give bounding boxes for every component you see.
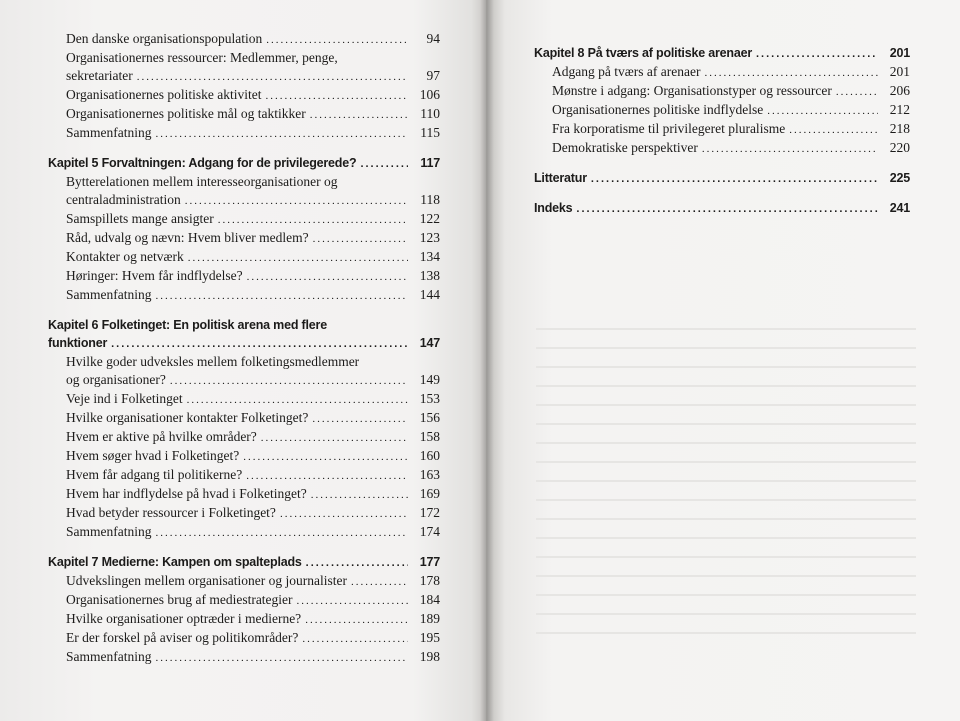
section-gap: [48, 143, 440, 154]
toc-right-column: [534, 44, 910, 218]
entry-title: sekretariater: [66, 68, 133, 83]
entry-title: Høringer: Hvem får indflydelse?: [66, 268, 243, 283]
entry-title: Hvem søger hvad i Folketinget?: [66, 448, 240, 463]
page-number: 184: [419, 592, 440, 607]
dot-leader: [305, 611, 408, 629]
dot-leader: [351, 573, 408, 591]
toc-entry[interactable]: [534, 101, 910, 120]
toc-entry[interactable]: [48, 105, 440, 124]
dot-leader: [155, 524, 408, 542]
toc-left-column: [48, 30, 440, 667]
toc-entry[interactable]: [48, 124, 440, 143]
dot-leader: [297, 592, 408, 610]
page-number: 110: [420, 106, 440, 121]
page-number: 218: [889, 121, 910, 136]
entry-title: Hvem har indflydelse på hvad i Folketinget?: [66, 486, 307, 501]
page-number: 163: [419, 467, 440, 482]
toc-entry-line: Bytterelationen mellem interesseorganisationer og: [66, 174, 338, 189]
entry-title: Hvilke organisationer optræder i medierne?: [66, 611, 302, 626]
page-number: 206: [889, 83, 910, 98]
entry-title: Hvilke organisationer kontakter Folketinget?: [66, 410, 309, 425]
dot-leader: [187, 391, 408, 409]
entry-title: Mønstre i adgang: Organisationstyper og ressourcer: [552, 83, 832, 98]
dot-leader: [155, 125, 408, 143]
toc-entry[interactable]: [48, 591, 440, 610]
dot-leader: [767, 102, 878, 120]
entry-title: Råd, udvalg og nævn: Hvem bliver medlem?: [66, 230, 309, 245]
toc-entry[interactable]: [48, 286, 440, 305]
entry-title: Demokratiske perspektiver: [552, 140, 698, 155]
dot-leader: [306, 554, 408, 572]
entry-title: Samspillets mange ansigter: [66, 211, 214, 226]
dot-leader: [266, 31, 408, 49]
section-gap: [48, 305, 440, 316]
page-number: 201: [889, 64, 910, 79]
chapter-entry[interactable]: [534, 169, 910, 188]
entry-title: Organisationernes politiske indflydelse: [552, 102, 764, 117]
dot-leader: [311, 486, 408, 504]
chapter-title: Indeks: [534, 201, 573, 215]
dot-leader: [704, 64, 878, 82]
entry-title: Hvad betyder ressourcer i Folketinget?: [66, 505, 276, 520]
toc-entry[interactable]: [48, 648, 440, 667]
page-number: 147: [419, 336, 440, 350]
toc-entry[interactable]: [534, 82, 910, 101]
entry-title: Sammenfatning: [66, 649, 152, 664]
page-number: 117: [420, 156, 440, 170]
entry-title: Sammenfatning: [66, 524, 152, 539]
chapter-title: funktioner: [48, 336, 108, 350]
chapter-entry[interactable]: [48, 553, 440, 572]
dot-leader: [243, 448, 408, 466]
page-number: 241: [889, 201, 910, 215]
entry-title: Organisationernes politiske aktivitet: [66, 87, 262, 102]
toc-entry[interactable]: [48, 572, 440, 591]
entry-title: Kontakter og netværk: [66, 249, 184, 264]
dot-leader: [155, 649, 408, 667]
page-number: 220: [889, 140, 910, 155]
toc-entry[interactable]: [534, 63, 910, 82]
toc-entry[interactable]: [48, 447, 440, 466]
chapter-title: Kapitel 5 Forvaltningen: Adgang for de privilegerede?: [48, 156, 357, 170]
entry-title: Er der forskel på aviser og politikområder?: [66, 630, 299, 645]
entry-title: Organisationernes politiske mål og taktikker: [66, 106, 306, 121]
dot-leader: [265, 87, 408, 105]
page-number: 115: [420, 125, 440, 140]
toc-entry[interactable]: [48, 428, 440, 447]
chapter-title: Litteratur: [534, 171, 587, 185]
dot-leader: [310, 106, 408, 124]
page-number: 122: [419, 211, 440, 226]
chapter-entry[interactable]: [48, 334, 440, 353]
dot-leader: [836, 83, 878, 101]
dot-leader: [591, 170, 878, 188]
page-number: 156: [419, 410, 440, 425]
page-number: 198: [419, 649, 440, 664]
dot-leader: [261, 429, 408, 447]
dot-leader: [188, 249, 408, 267]
toc-entry[interactable]: [48, 466, 440, 485]
toc-entry-line: Hvilke goder udveksles mellem folketingsmedlemmer: [66, 354, 360, 369]
page-number: 138: [419, 268, 440, 283]
dot-leader: [185, 192, 408, 210]
page-number: 97: [426, 68, 440, 83]
toc-entry[interactable]: [48, 629, 440, 648]
entry-title: Organisationernes brug af mediestrategier: [66, 592, 293, 607]
chapter-title-line: Kapitel 6 Folketinget: En politisk arena med flere: [48, 318, 327, 332]
page-number: 195: [419, 630, 440, 645]
toc-entry[interactable]: [48, 67, 440, 86]
toc-entry[interactable]: [534, 120, 910, 139]
dot-leader: [702, 140, 878, 158]
page-number: 94: [426, 31, 440, 46]
toc-entry[interactable]: [48, 504, 440, 523]
dot-leader: [756, 45, 878, 63]
toc-entry[interactable]: [48, 191, 440, 210]
toc-entry[interactable]: [48, 610, 440, 629]
page-number: 106: [419, 87, 440, 102]
toc-entry[interactable]: [48, 371, 440, 390]
dot-leader: [312, 410, 408, 428]
dot-leader: [302, 630, 408, 648]
page-number: 189: [419, 611, 440, 626]
dot-leader: [280, 505, 408, 523]
dot-leader: [111, 335, 408, 353]
page-number: 153: [419, 391, 440, 406]
toc-entry-line: Organisationernes ressourcer: Medlemmer, penge,: [66, 50, 338, 65]
page-number: 118: [420, 192, 440, 207]
dot-leader: [218, 211, 408, 229]
dot-leader: [313, 230, 408, 248]
entry-title: Veje ind i Folketinget: [66, 391, 183, 406]
dot-leader: [137, 68, 408, 86]
book-gutter: [480, 0, 494, 721]
page-number: 149: [419, 372, 440, 387]
chapter-entry[interactable]: [48, 154, 440, 173]
page-number: 158: [419, 429, 440, 444]
page-number: 123: [419, 230, 440, 245]
toc-entry[interactable]: [48, 523, 440, 542]
dot-leader: [170, 372, 408, 390]
entry-title: centraladministration: [66, 192, 181, 207]
toc-entry[interactable]: [48, 267, 440, 286]
entry-title: Udvekslingen mellem organisationer og journalister: [66, 573, 347, 588]
page-number: 178: [419, 573, 440, 588]
chapter-entry[interactable]: [534, 44, 910, 63]
toc-entry[interactable]: [48, 248, 440, 267]
section-gap: [534, 158, 910, 169]
entry-title: Adgang på tværs af arenaer: [552, 64, 701, 79]
dot-leader: [246, 467, 408, 485]
section-gap: [534, 188, 910, 199]
entry-title: Fra korporatisme til privilegeret pluralisme: [552, 121, 786, 136]
entry-title: og organisationer?: [66, 372, 166, 387]
toc-entry[interactable]: [48, 390, 440, 409]
page-number: 169: [419, 486, 440, 501]
toc-entry[interactable]: [48, 409, 440, 428]
entry-title: Den danske organisationspopulation: [66, 31, 263, 46]
page-number: 212: [889, 102, 910, 117]
dot-leader: [155, 287, 408, 305]
dot-leader: [789, 121, 878, 139]
toc-entry[interactable]: [534, 139, 910, 158]
toc-entry[interactable]: [48, 210, 440, 229]
entry-title: Hvem er aktive på hvilke områder?: [66, 429, 257, 444]
page-number: 172: [419, 505, 440, 520]
page-number: 177: [419, 555, 440, 569]
page-number: 225: [889, 171, 910, 185]
toc-entry[interactable]: [48, 485, 440, 504]
page-number: 201: [889, 46, 910, 60]
entry-title: Sammenfatning: [66, 287, 152, 302]
page-number: 144: [419, 287, 440, 302]
toc-entry[interactable]: [48, 30, 440, 49]
chapter-title: Kapitel 7 Medierne: Kampen om spalteplads: [48, 555, 302, 569]
dot-leader: [576, 200, 878, 218]
page-number: 174: [419, 524, 440, 539]
entry-title: Hvem får adgang til politikerne?: [66, 467, 243, 482]
chapter-entry[interactable]: [534, 199, 910, 218]
dot-leader: [360, 155, 408, 173]
dot-leader: [247, 268, 408, 286]
page-number: 134: [419, 249, 440, 264]
toc-entry[interactable]: [48, 86, 440, 105]
page-number: 160: [419, 448, 440, 463]
entry-title: Sammenfatning: [66, 125, 152, 140]
section-gap: [48, 542, 440, 553]
chapter-title: Kapitel 8 På tværs af politiske arenaer: [534, 46, 752, 60]
toc-entry[interactable]: [48, 229, 440, 248]
show-through-text: [536, 328, 916, 651]
